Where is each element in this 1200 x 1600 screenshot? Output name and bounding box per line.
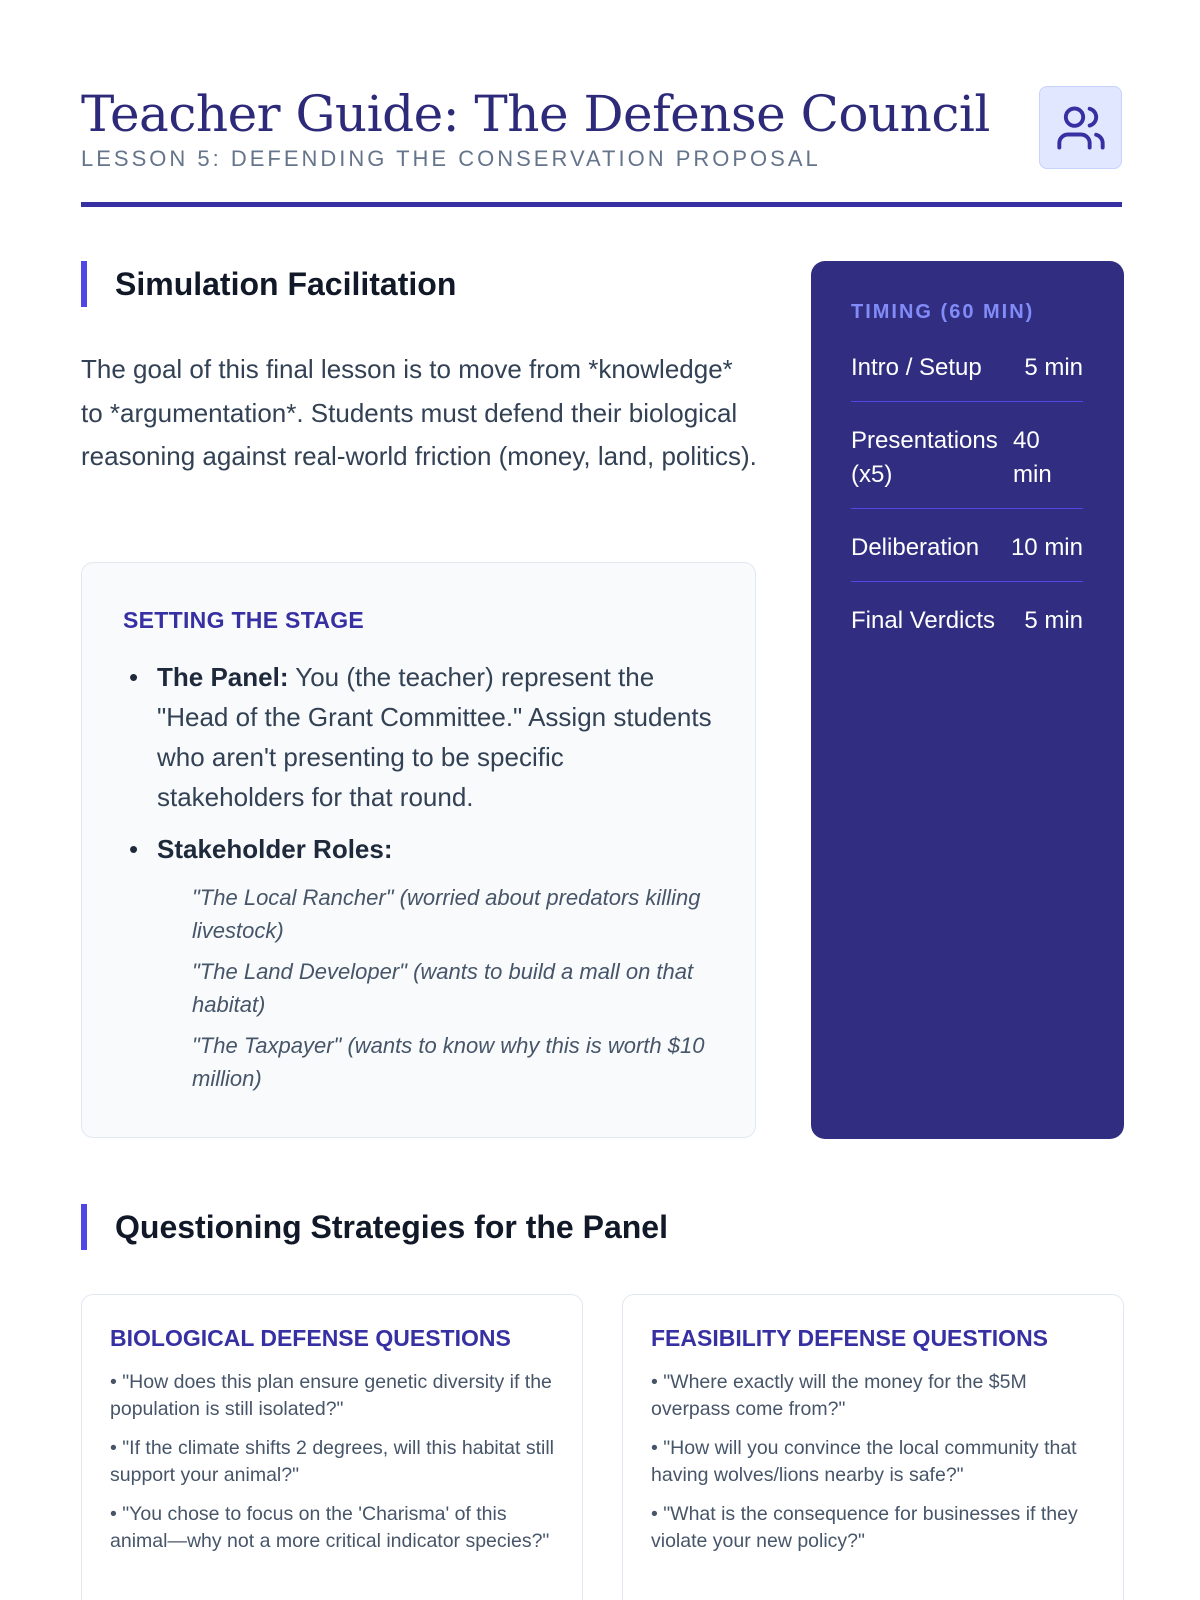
timing-row	[851, 341, 1083, 402]
question-item: • "Where exactly will the money for the $5M overpass come from?"	[651, 1371, 1027, 1420]
timing-rows	[851, 341, 1083, 654]
question-list	[110, 1369, 560, 1555]
role-item: "The Land Developer" (wants to build a mall on that habitat)	[192, 959, 694, 1017]
timing-panel	[811, 261, 1124, 1139]
section-heading-simulation: Simulation Facilitation	[81, 261, 456, 307]
card-title: BIOLOGICAL DEFENSE QUESTIONS	[110, 1325, 511, 1351]
feasibility-questions-card	[622, 1294, 1124, 1600]
roles-term: Stakeholder Roles:	[157, 834, 393, 864]
timing-row	[851, 402, 1083, 509]
timing-row-value: 10 min	[1010, 534, 1083, 561]
timing-row-name: Presentations (x5)	[851, 427, 998, 488]
stage-list	[123, 657, 713, 1095]
question-item: • "If the climate shifts 2 degrees, will this habitat still support your animal?"	[110, 1437, 555, 1486]
users-icon	[1039, 86, 1122, 169]
timing-row-value: 40 min	[1013, 427, 1052, 488]
timing-row	[851, 582, 1083, 654]
question-item: • "What is the consequence for businesses if they violate your new policy?"	[651, 1503, 1078, 1552]
question-item: • "How does this plan ensure genetic diversity if the population is still isolated?"	[110, 1371, 552, 1420]
intro-paragraph: The goal of this final lesson is to move from *knowledge* to *argumentation*. Students must defend their biological reasoning against real-world friction (money, land, politics).	[81, 354, 757, 471]
timing-label: TIMING (60 MIN)	[851, 301, 1035, 323]
page-subtitle: LESSON 5: DEFENDING THE CONSERVATION PROPOSAL	[81, 146, 821, 171]
question-item: • "How will you convince the local community that having wolves/lions nearby is safe?"	[651, 1437, 1077, 1486]
question-item: • "You chose to focus on the 'Charisma' of this animal—why not a more critical indicator species?"	[110, 1503, 550, 1552]
list-item-panel	[123, 657, 713, 817]
page-title: Teacher Guide: The Defense Council	[81, 85, 990, 143]
list-item-roles	[123, 829, 713, 1095]
setting-the-stage-card	[81, 562, 756, 1138]
stage-label: SETTING THE STAGE	[123, 607, 365, 633]
timing-row-value: 5 min	[1024, 607, 1083, 634]
page-header	[81, 84, 1122, 207]
role-item: "The Taxpayer" (wants to know why this is worth $10 million)	[192, 1033, 705, 1091]
panel-text: You (the teacher) represent the "Head of the Grant Committee." Assign students who aren't presenting to be specific stakeholders for that round.	[157, 662, 712, 812]
timing-row-name: Intro / Setup	[851, 354, 982, 381]
panel-term: The Panel:	[157, 662, 289, 692]
timing-row-value: 5 min	[1024, 354, 1083, 381]
timing-row-name: Final Verdicts	[851, 607, 996, 634]
card-title: FEASIBILITY DEFENSE QUESTIONS	[651, 1325, 1049, 1351]
timing-row-name: Deliberation	[851, 534, 980, 561]
biological-questions-card	[81, 1294, 583, 1600]
stakeholder-roles-list	[157, 881, 713, 1095]
question-list	[651, 1369, 1101, 1555]
timing-row	[851, 509, 1083, 582]
section-heading-questioning: Questioning Strategies for the Panel	[81, 1204, 668, 1250]
role-item: "The Local Rancher" (worried about predators killing livestock)	[192, 885, 701, 943]
